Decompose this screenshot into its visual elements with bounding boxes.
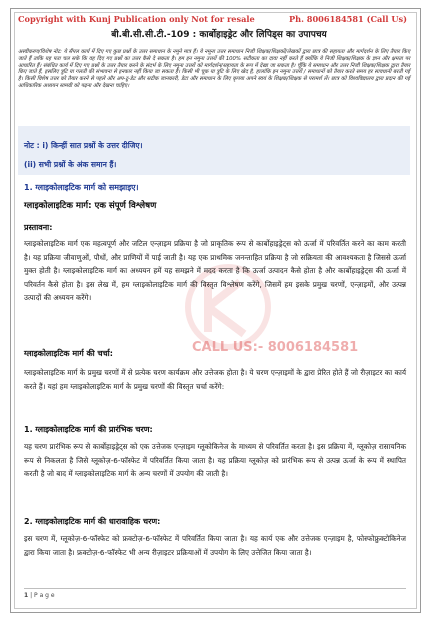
disclaimer-paragraph: अस्वीकरण/विशेष नोट: ये सैंपल कार्य में दिए गए कुछ प्रश्नों के उत्तर समाधान के नमूने मात्र हैं। ये नमूना उत्तर समाधान निजी शिक्षक/शिक्षकों/लेखकों द्वारा छात्र की सहायता और मार्गदर्शन के लिए तैयार किए जाते हैं ताकि यह पता चल सके कि वह दिए गए प्रश्नों का उत्तर कैसे दे सकता है। हम इन नमूना उत्तरों की 100% सटीकता का दावा नहीं करते हैं क्योंकि ये निजी शिक्षक/शिक्षक के ज्ञान और क्षमता पर आधारित हैं। संबंधित कार्य में दिए गए प्रश्नों के उत्तर तैयार करने के संदर्भ के लिए नमूना उत्तरों को मार्गदर्शन/सहायता के रूप में देखा जा सकता है। चूँकि ये समाधान और उत्तर निजी शिक्षक/शिक्षक द्वारा तैयार किए जाते हैं, इसलिए त्रुटि या गलती की संभावना से इनकार नहीं किया जा सकता है। किसी भी चूक या त्रुटि के लिए खेद है, हालांकि इन नमूना उत्तरों / समाधानों को तैयार करते समय हर सावधानी बरती गई है। किसी विशेष उत्तर को तैयार करने से पहले और अप-टू-डेट और सटीक जानकारी, डेटा और समाधान के लिए कृपया अपने स्वयं के शिक्षक/शिक्षक से परामर्श लें। छात्र को विश्वविद्यालय द्वारा प्रदान की गई आधिकारिक अध्ययन सामग्री को पढ़ना और देखना चाहिए। <box>18 49 410 89</box>
note-line-2: (ii) सभी प्रश्नों के अंक समान हैं। <box>24 160 117 169</box>
copyright-text: Copyright with Kunj Publication only Not for resale <box>18 14 255 24</box>
page-number: 1 <box>24 592 29 599</box>
intro-heading: प्रस्तावना: <box>24 223 53 232</box>
copyright-banner <box>18 14 413 24</box>
phase2-heading: 2. ग्लाइकोलाइटिक मार्ग की धारावाहिक चरण: <box>24 517 161 526</box>
discussion-heading: ग्लाइकोलाइटिक मार्ग की चर्चा: <box>24 349 113 358</box>
footer-divider <box>24 588 406 589</box>
discussion-paragraph: ग्लाइकोलाइटिक मार्ग के प्रमुख चरणों में से प्रत्येक चरण कार्यक्रम और उत्तेजक होता है। ये चरण एन्ज़ाइमों के द्वारा प्रेरित होते हैं जो रीज़ाइटर का कार्य करते हैं। यहां हम ग्लाइकोलाइटिक मार्ग के प्रमुख चरणों की विस्तृत चर्चा करेंगे: <box>24 368 406 391</box>
document-title: बी.बी.सी.सी.टी.-109 : कार्बोहाइड्रेट और लिपिड्स का उपापचय <box>111 30 327 40</box>
intro-paragraph: ग्लाइकोलाइटिक मार्ग एक महत्वपूर्ण और जटिल एन्ज़ाइम प्रक्रिया है जो प्राकृतिक रूप से कार्बोहाइड्रेट्स को ऊर्जा में परिवर्तित करने का काम करती है। यह प्रक्रिया जीवाणुओं, पौधों, और प्राणियों में पाई जाती है। यह एक प्राथमिक जनन्ताहित प्रक्रिया है जो सक्रियता की आवश्यकता है जिससे ऊर्जा मुक्त होती है। ग्लाइकोलाइटिक मार्ग का अध्ययन हमें यह समझने में मदद करता है कि ऊर्जा उत्पादन कैसे होता है और कार्बोहाइड्रेट्स की ऊर्जा में परिवर्तन कैसे होता है। इस लेख में, हम ग्लाइकोलाइटिक मार्ग की विस्तृत विश्लेषण करेंगे, जिसमें हम इसके प्रमुख चरणों, एन्ज़ाइमों, और उत्पन्न उत्पादों की अध्ययन करेंगे। <box>24 239 406 303</box>
note-line-1: नोट : i) किन्हीं सात प्रश्नों के उत्तर दीजिए। <box>24 141 143 150</box>
watermark-call-us: CALL US:- 8006184581 <box>192 340 359 355</box>
main-heading: ग्लाइकोलाइटिक मार्ग: एक संपूर्ण विश्लेषण <box>24 201 157 211</box>
page-label: | P a g e <box>30 592 55 599</box>
phase1-heading: 1. ग्लाइकोलाइटिक मार्ग की प्रारंभिक चरण: <box>24 425 153 434</box>
phase2-paragraph: इस चरण में, ग्लूकोज़-6-फॉस्फेट को फ्रक्टोज़-6-फॉस्फेट में परिवर्तित किया जाता है। यह कार्य एक और उत्तेजक एन्ज़ाइम है, फोस्फोफ्रुक्टोकिनेज द्वारा किया जाता है। फ्रक्टोज़-6-फॉस्फेट भी अन्य रीज़ाइटर प्रक्रियाओं में उपयोग के लिए उत्तेजित किया जाता है। <box>24 534 406 557</box>
question-heading: 1. ग्लाइकोलाइटिक मार्ग को समझाइए। <box>24 183 139 192</box>
copyright-phone: Ph. 8006184581 (Call Us) <box>288 14 407 24</box>
phase1-paragraph: यह चरण प्रारंभिक रूप से कार्बोहाइड्रेट्स को एक उत्तेजक एन्ज़ाइम ग्लूकोकिनेज के माध्यम से परिवर्तित करता है। इस प्रक्रिया में, ग्लूकोज़ रासायनिक रूप से निकलता है जिसे ग्लूकोज़-6-फॉस्फेट में परिवर्तित किया जाता है। यह प्रक्रिया ग्लूकोज़ को प्रारंभिक रूप से उत्पन्न ऊर्जा के रूप में स्थापित करती है जो बाद में ग्लाइकोलाइटिक मार्ग के अन्य चरणों में उपयोग की जाती है। <box>24 442 406 479</box>
page-footer <box>24 592 55 599</box>
